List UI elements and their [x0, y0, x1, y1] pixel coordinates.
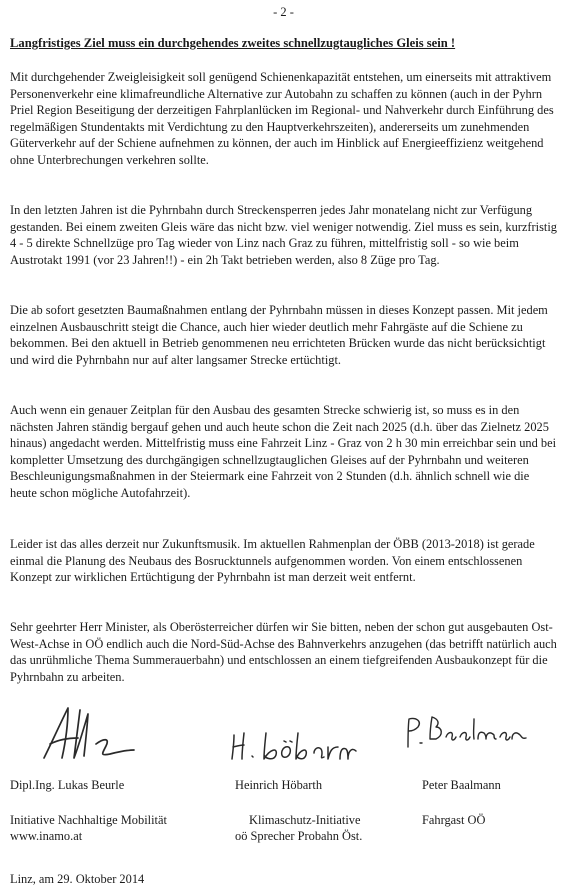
paragraph-double-track-capacity: Mit durchgehender Zweigleisigkeit soll genügend Schienenkapazität entstehen, um einerseits mit attraktivem Personenverkehr eine klimafreundliche Alternative zur Autobahn zu schaffen zu können (auch in der Pyhrn Priel Region Beseitigung der derzeitigen Fahrplanlücken im Regional- und Nahverkehr durch Einführung des regelmäßigen Stundentakts mit Verdichtung zu den Hauptverkehrszeiten), andererseits um zunehmenden Güterverkehr auf der Schiene aufnehmen zu können, der auch im Hinblick auf Energieeffizienz weitgehend ohne Unterbrechungen verkehren sollte. [10, 70, 554, 167]
signatory-hoebarth [235, 777, 362, 845]
section-heading: Langfristiges Ziel muss ein durchgehendes zweites schnellzugtaugliches Gleis sein ! [10, 36, 456, 50]
signatory-baalmann [422, 777, 501, 828]
signatory-beurle [10, 777, 167, 845]
signatory-website: www.inamo.at [10, 829, 83, 844]
paragraph-request-minister: Sehr geehrter Herr Minister, als Oberösterreicher dürfen wir Sie bitten, neben der schon gut ausgebauten Ost-West-Achse in OÖ endlich auch die Nord-Süd-Achse des Bahnverkehrs anzugehen (das betrifft natürlich auch das unrühmliche Thema Summerauerbahn) und entschlossen an einem tiefgreifenden Ausbaukonzept für die Pyhrnbahn zu arbeiten. [10, 620, 557, 684]
signatory-organisation: Fahrgast OÖ [422, 812, 486, 827]
signatory-name: Heinrich Höbarth [235, 778, 323, 792]
signatory-organisation: Klimaschutz-Initiative [249, 812, 361, 827]
paragraph-line-closures: In den letzten Jahren ist die Pyhrnbahn durch Streckensperren jedes Jahr monatelang nicht zur Verfügung gestanden. Bei einem zweiten Gleis wäre das nicht bzw. viel weniger notwendig. Ziel muss es sein, kurzfristig 4 - 5 direkte Schnellzüge pro Tag wieder von Linz nach Graz zu führen, mittelfristig soll - so wie beim Austrotakt 1991 (vor 23 Jahren!!) - ein 2h Takt betrieben werden, also 8 Züge pro Tag. [10, 203, 557, 267]
signatory-organisation: Initiative Nachhaltige Mobilität [10, 812, 167, 827]
paragraph-timetable: Auch wenn ein genauer Zeitplan für den Ausbau des gesamten Strecke schwierig ist, so muss es in den nächsten Jahren ständig bergauf gehen und auch heute schon die Zeit nach 2025 (d.h. über das Zielnetz 2025 hinaus) angedacht werden. Mittelfristig muss eine Fahrzeit Linz - Graz von 2 h 30 min erreichbar sein und bei kompletter Umsetzung des durchgängigen schnellzugtauglichen Gleises auf der Pyhrnbahn und weiteren Beschleunigungsmaßnahmen in der Steiermark eine Fahrzeit von 2 Stunden (d.h. ähnlich schnell wie die heute schon mögliche Autofahrzeit). [10, 403, 557, 500]
page-number: - 2 - [273, 5, 294, 19]
signatory-name: Peter Baalmann [422, 778, 501, 792]
signatory-name: Dipl.Ing. Lukas Beurle [10, 778, 125, 792]
signatory-role: oö Sprecher Probahn Öst. [235, 829, 363, 844]
paragraph-construction-measures: Die ab sofort gesetzten Baumaßnahmen entlang der Pyhrnbahn müssen in dieses Konzept passen. Mit jedem einzelnen Ausbauschritt steigt die Chance, auch hier wieder deutlich mehr Fahrgäste auf die Schiene zu bekommen. Bei den aktuell in Betrieb genommenen neu errichteten Brücken wurde das nicht berücksichtigt und wird die Pyhrnbahn nur auf alter langsamer Strecke ertüchtigt. [10, 303, 548, 367]
signature-hoebarth [228, 725, 358, 765]
signature-beurle [38, 704, 138, 764]
paragraph-framework-plan: Leider ist das alles derzeit nur Zukunftsmusik. Im aktuellen Rahmenplan der ÖBB (2013-2018) ist gerade einmal die Planung des Neubaus des Bosrucktunnels aufgenommen worden. Von einem entschlossenen Konzept zur wirklichen Ertüchtigung der Pyhrnbahn ist man derzeit weit entfernt. [10, 537, 535, 585]
signature-baalmann [402, 713, 532, 753]
place-date: Linz, am 29. Oktober 2014 [10, 872, 145, 886]
